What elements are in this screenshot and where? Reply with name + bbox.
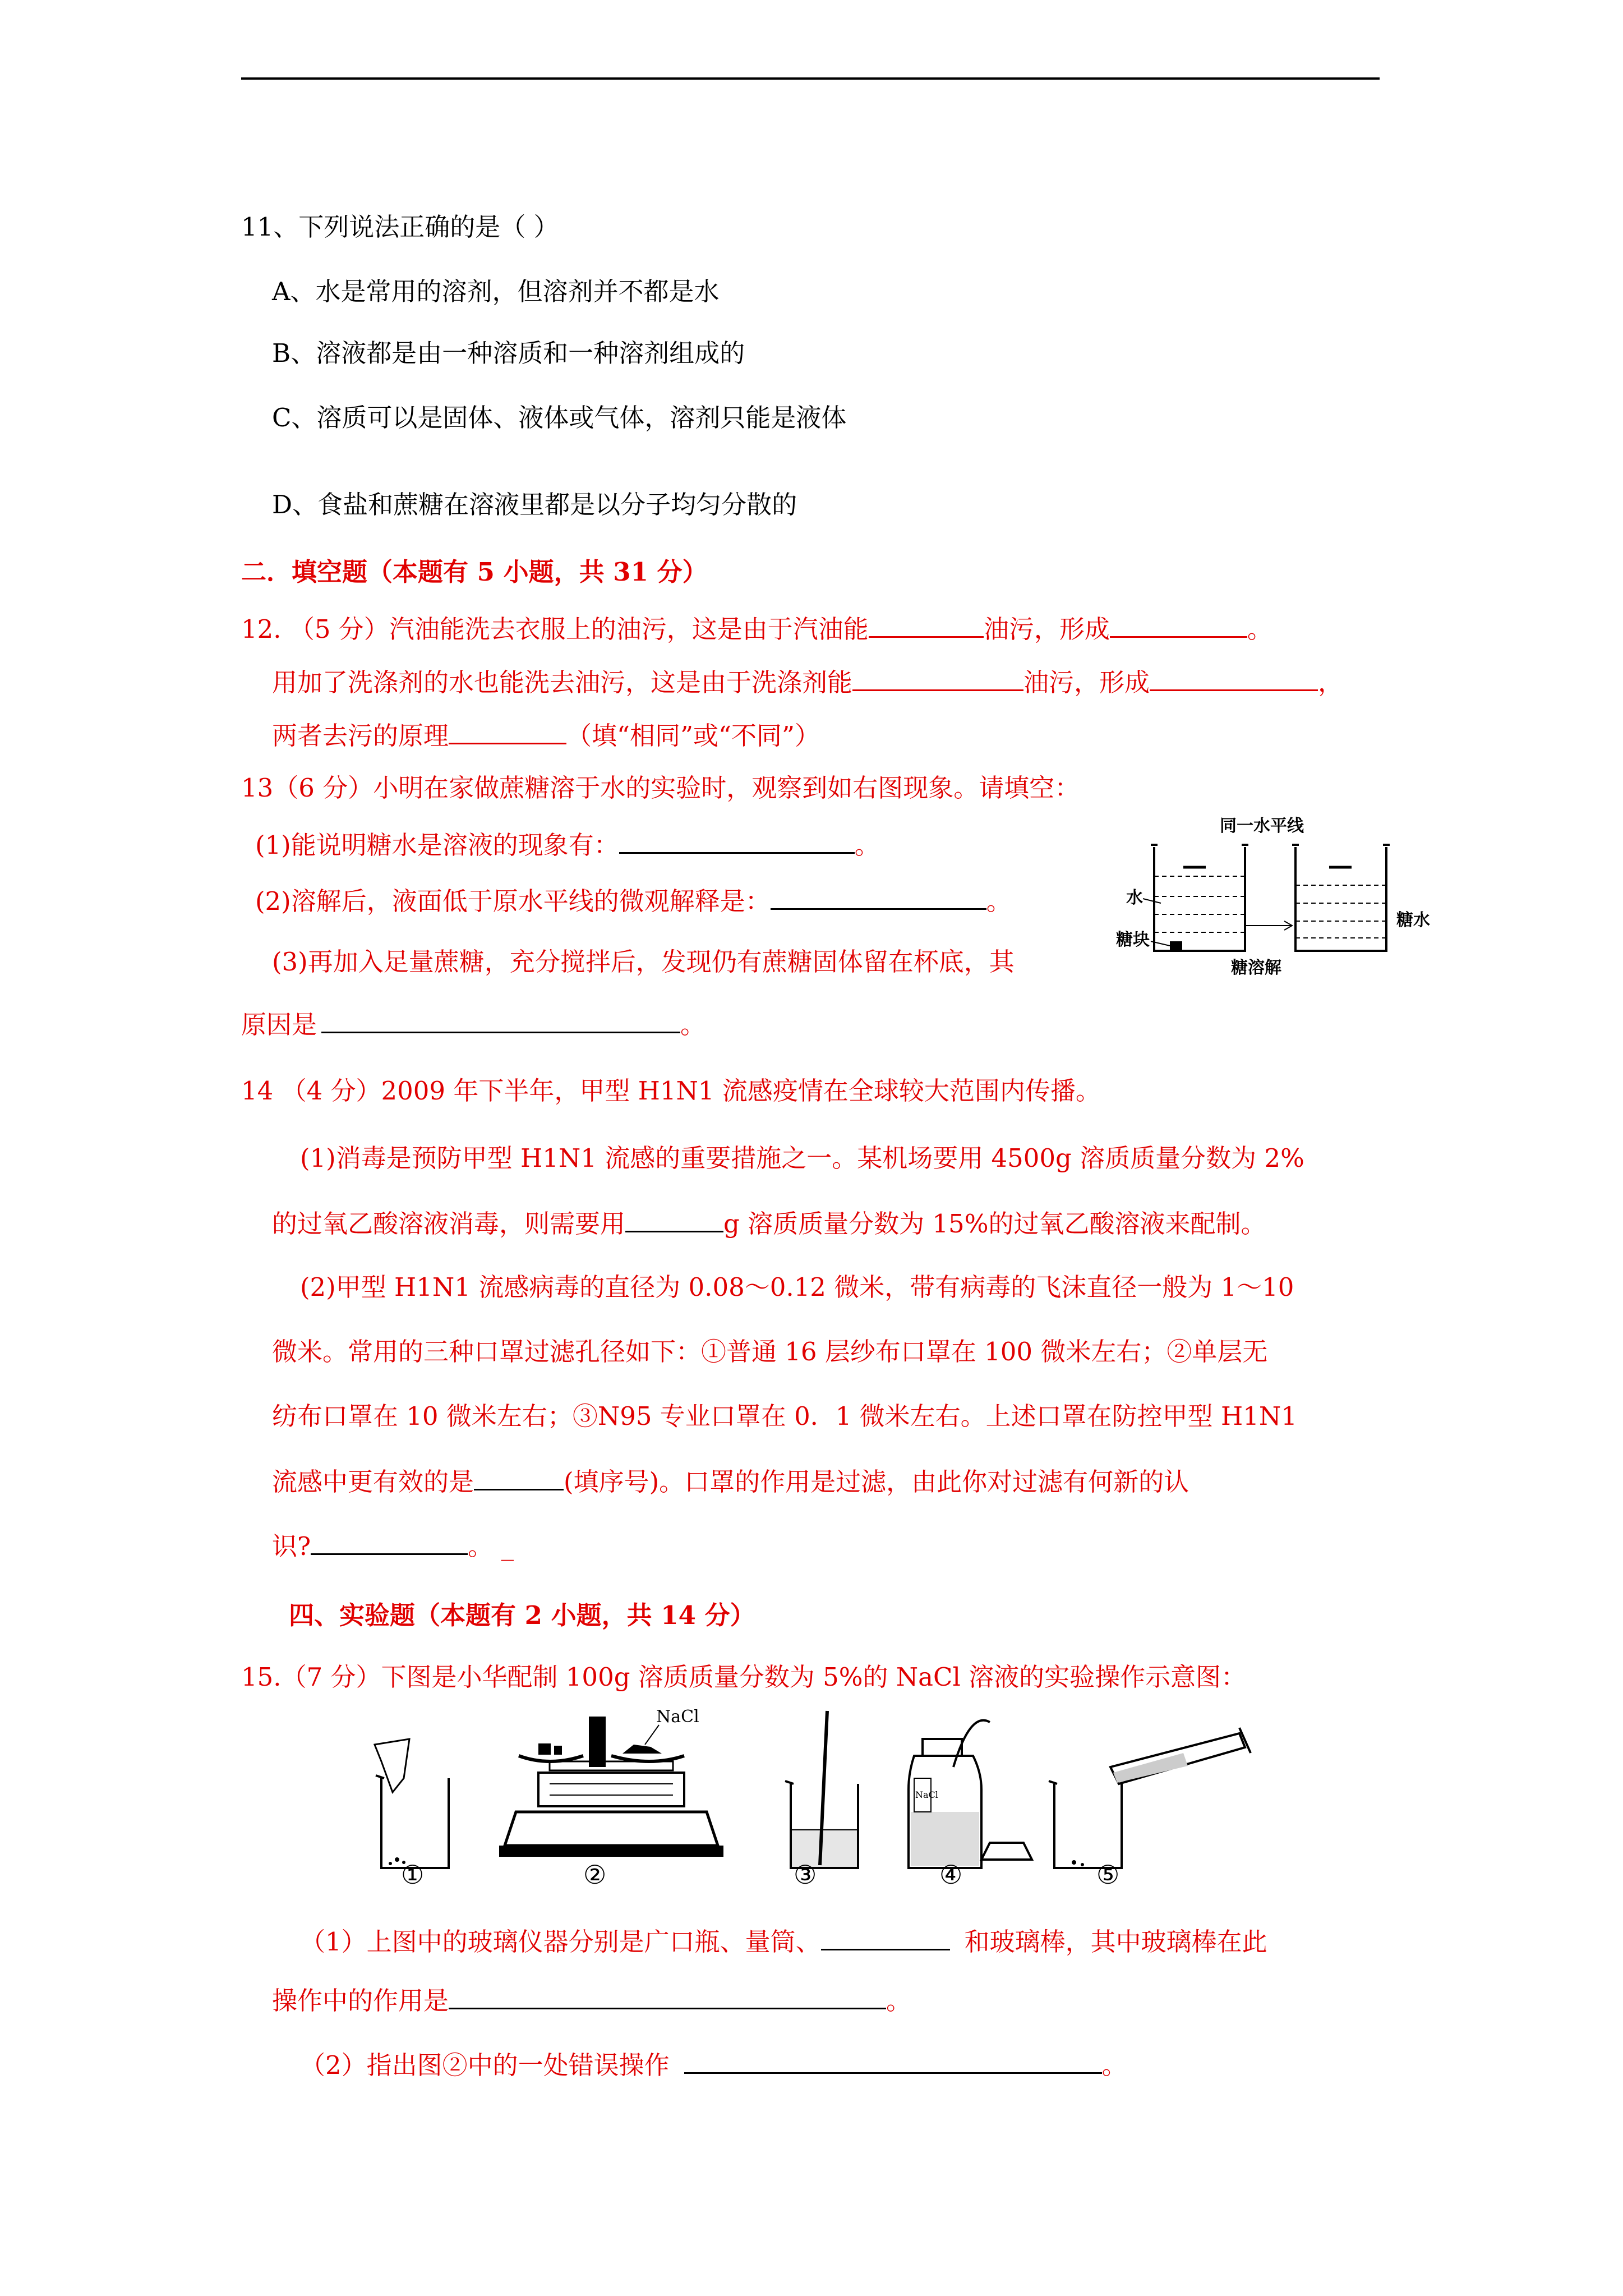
q11-option-a: A、水是常用的溶剂，但溶剂并不都是水: [272, 277, 720, 306]
q12-blank-1: [869, 611, 984, 638]
step-label-1: ①: [401, 1860, 425, 1890]
q14-p2-line-5a: 识?: [272, 1531, 311, 1561]
q14-p2-line-4: [272, 1464, 1189, 1499]
step-label-5: ⑤: [1096, 1860, 1120, 1890]
nacl-label: NaCl: [656, 1707, 699, 1727]
q13-stem: 13（6 分）小明在家做蔗糖溶于水的实验时，观察到如右图现象。请填空：: [241, 773, 1080, 803]
q14-p2-line-4b: (填序号)。口罩的作用是过滤，由此你对过滤有何新的认: [564, 1467, 1189, 1497]
q14-blank-3: [311, 1529, 468, 1555]
step-label-3: ③: [794, 1860, 817, 1890]
q13-part-2: [255, 884, 1012, 918]
q15-part-2: [300, 2047, 1127, 2082]
q12-line-3: [272, 718, 820, 753]
step3-beaker-rod: [785, 1711, 858, 1868]
q12-text-3a: 两者去污的原理: [272, 721, 449, 751]
label-sugar-water: 糖水: [1396, 910, 1430, 930]
q13-part-2-end: 。: [986, 886, 1012, 916]
q11-stem: 11、下列说法正确的是（ ）: [241, 212, 559, 242]
q15-part-1b: 和玻璃棒，其中玻璃棒在此: [964, 1927, 1267, 1957]
q12-text-1b: 油污，形成: [983, 614, 1110, 644]
q12-blank-4: [1150, 665, 1318, 691]
step4-reagent-bottle: [909, 1720, 1032, 1868]
q14-p1-line-2b: g 溶质质量分数为 15%的过氧乙酸溶液来配制。: [723, 1209, 1266, 1239]
section-2-heading: 二．填空题（本题有 5 小题，共 31 分）: [241, 557, 708, 587]
bottle-label: NaCl: [915, 1789, 938, 1800]
q13-part-3-end: 。: [680, 1010, 706, 1039]
q15-stem: 15.（7 分）下图是小华配制 100g 溶质质量分数为 5%的 NaCl 溶液的实验操作示意图：: [241, 1662, 1247, 1692]
q13-part-3: (3)再加入足量蔗糖，充分搅拌后，发现仍有蔗糖固体留在杯底，其: [272, 947, 1015, 977]
q13-blank-3: [321, 1007, 680, 1033]
label-water: 水: [1126, 888, 1143, 908]
q15-part-1-line-2a: 操作中的作用是: [272, 1986, 449, 2016]
q12-line-1: [241, 611, 1272, 646]
q14-p2-line-4a: 流感中更有效的是: [272, 1467, 474, 1497]
q13-part-2-text: (2)溶解后，液面低于原水平线的微观解释是：: [255, 886, 771, 916]
q15-part-1: [300, 1924, 1267, 1959]
q14-p1-line-1: (1)消毒是预防甲型 H1N1 流感的重要措施之一。某机场要用 4500g 溶质质量分数为 2%: [300, 1143, 1304, 1173]
q14-blank-1: [625, 1206, 723, 1232]
q11-option-d: D、食盐和蔗糖在溶液里都是以分子均匀分散的: [272, 490, 797, 519]
q14-blank-2: [474, 1464, 564, 1490]
q12-text-2b: 油污，形成: [1023, 668, 1150, 697]
q12-blank-2: [1110, 611, 1247, 638]
q13-part-1-text: (1)能说明糖水是溶液的现象有：: [255, 830, 619, 860]
q12-text-2c: ，: [1318, 668, 1344, 697]
q12-text-1c: 。: [1247, 614, 1272, 644]
q15-part-2a: （2）指出图②中的一处错误操作: [300, 2050, 670, 2080]
label-sugar-block: 糖块: [1116, 930, 1150, 950]
label-same-level: 同一水平线: [1220, 816, 1304, 836]
q14-p2-line-1: (2)甲型 H1N1 流感病毒的直径为 0.08～0.12 微米，带有病毒的飞沫直径一般为 1～10: [300, 1272, 1294, 1302]
q13-blank-2: [771, 884, 986, 910]
q14-stem: 14 （4 分）2009 年下半年，甲型 H1N1 流感疫情在全球较大范围内传播。: [241, 1076, 1101, 1106]
q12-line-2: [272, 665, 1343, 700]
step2-balance: [499, 1707, 723, 1857]
q14-p2-line-5: [272, 1529, 514, 1563]
q15-part-2b: 。: [1101, 2050, 1127, 2080]
q14-p2-line-3: 纺布口罩在 10 微米左右；③N95 专业口罩在 0．1 微米左右。上述口罩在防控甲型 H1N1: [272, 1401, 1297, 1431]
q11-option-b: B、溶液都是由一种溶质和一种溶剂组成的: [272, 338, 745, 368]
q15-blank-1: [821, 1924, 950, 1950]
step5-pouring: [1049, 1728, 1251, 1868]
q12-text-2a: 用加了洗涤剂的水也能洗去油污，这是由于洗涤剂能: [272, 668, 853, 697]
q15-blank-2: [449, 1983, 886, 2009]
step-label-2: ②: [583, 1860, 607, 1890]
q13-part-1-end: 。: [854, 830, 880, 860]
section-4-heading: 四、实验题（本题有 2 小题，共 14 分）: [289, 1600, 755, 1630]
step1-beaker: [375, 1739, 449, 1868]
q12-text-1a: 12. （5 分）汽油能洗去衣服上的油污，这是由于汽油能: [241, 614, 869, 644]
label-dissolve: 糖溶解: [1231, 958, 1281, 978]
q11-option-c: C、溶质可以是固体、液体或气体，溶剂只能是液体: [272, 403, 847, 432]
q12-blank-5: [449, 718, 566, 744]
q13-part-3-cont: [241, 1007, 706, 1042]
q14-p2-line-5b: 。 _: [468, 1531, 514, 1561]
q15-part-1-line-2b: 。: [886, 1986, 912, 2016]
q12-blank-3: [852, 665, 1023, 691]
q15-part-1-line-2: [272, 1983, 911, 2018]
q15-blank-3: [684, 2047, 1102, 2074]
beaker-diagram: [1116, 813, 1430, 987]
q13-beaker-figure: [1116, 813, 1430, 987]
q15-part-1a: （1）上图中的玻璃仪器分别是广口瓶、量筒、: [300, 1927, 821, 1957]
q14-p1-line-2a: 的过氧乙酸溶液消毒，则需要用: [272, 1209, 626, 1239]
q14-p1-line-2: [272, 1206, 1266, 1241]
q13-blank-1: [619, 827, 855, 854]
q12-text-3b: （填“相同”或“不同”）: [566, 721, 820, 751]
step-label-4: ④: [939, 1860, 963, 1890]
header-rule: [241, 77, 1380, 80]
q13-part-1: [255, 827, 880, 862]
q13-part-3-cont-text: 原因是: [241, 1010, 317, 1039]
q14-p2-line-2: 微米。常用的三种口罩过滤孔径如下：①普通 16 层纱布口罩在 100 微米左右；②单层无: [272, 1337, 1268, 1366]
